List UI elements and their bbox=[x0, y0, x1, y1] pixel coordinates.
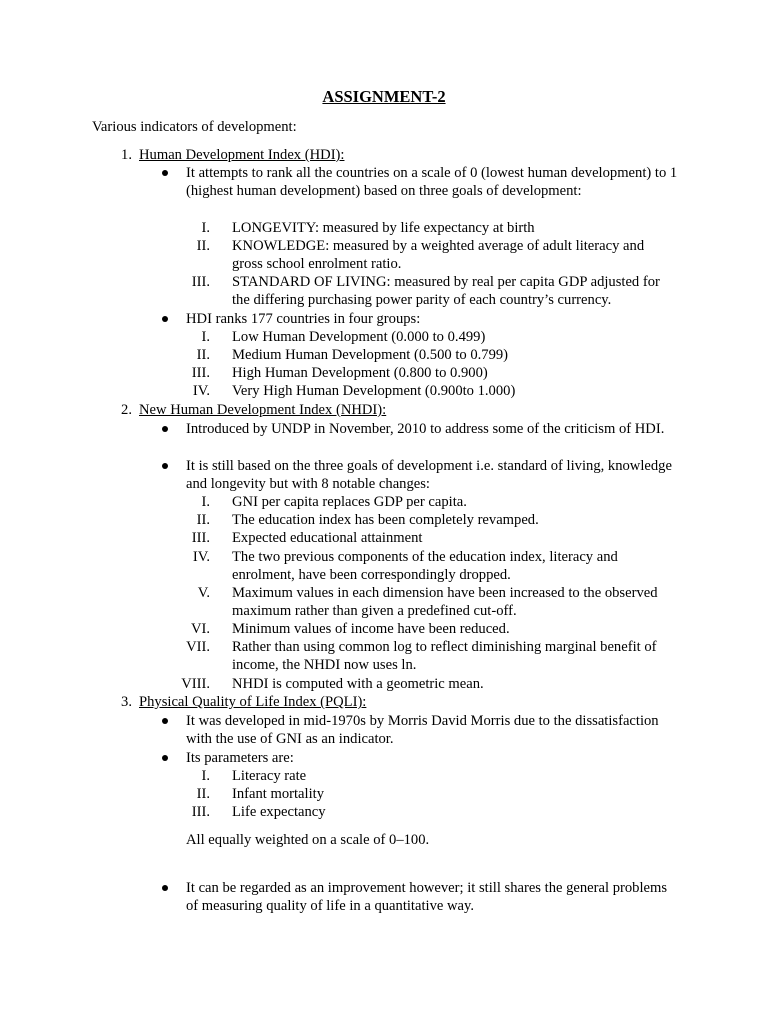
item-text: Life expectancy bbox=[232, 804, 326, 820]
item-text: High Human Development (0.800 to 0.900) bbox=[232, 365, 488, 381]
item-text: STANDARD OF LIVING: measured by real per capita GDP adjusted for the differing purchasing power parity of each country’s currency. bbox=[232, 274, 660, 309]
bullet-text: It attempts to rank all the countries on a scale of 0 (lowest human development) to 1 (highest human development) based on three goals of development: bbox=[186, 165, 678, 200]
item-number: II. bbox=[196, 238, 210, 254]
bullet-text: It is still based on the three goals of development i.e. standard of living, knowledge and longevity but with 8 notable changes: bbox=[186, 458, 672, 493]
bullet-text: It was developed in mid-1970s by Morris David Morris due to the dissatisfaction with the use of GNI as an indicator. bbox=[186, 713, 659, 748]
item-number: II. bbox=[196, 786, 210, 802]
item-number: III. bbox=[191, 274, 210, 290]
item-text: Maximum values in each dimension have been increased to the observed maximum rather than given a predefined cut-off. bbox=[232, 585, 658, 620]
bullet-icon bbox=[162, 463, 168, 469]
section-heading: New Human Development Index (NHDI): bbox=[139, 402, 387, 418]
bullet-icon bbox=[162, 755, 168, 761]
bullet-icon bbox=[162, 885, 168, 891]
item-text: Rather than using common log to reflect diminishing marginal benefit of income, the NHDI now uses ln. bbox=[232, 639, 657, 674]
section-number: 2. bbox=[121, 402, 132, 418]
item-number: I. bbox=[201, 768, 210, 784]
item-text: Very High Human Development (0.900to 1.000) bbox=[232, 383, 516, 399]
item-number: II. bbox=[196, 347, 210, 363]
bullet-icon bbox=[162, 426, 168, 432]
intro-text: Various indicators of development: bbox=[92, 119, 297, 135]
item-number: VIII. bbox=[181, 676, 210, 692]
item-text: The education index has been completely revamped. bbox=[232, 512, 539, 528]
item-number: III. bbox=[191, 365, 210, 381]
item-number: I. bbox=[201, 220, 210, 236]
note-text: All equally weighted on a scale of 0–100. bbox=[186, 832, 430, 848]
item-text: The two previous components of the education index, literacy and enrolment, have been correspondingly dropped. bbox=[232, 549, 618, 584]
item-number: III. bbox=[191, 804, 210, 820]
item-number: III. bbox=[191, 530, 210, 546]
item-number: V. bbox=[197, 585, 210, 601]
section-heading: Physical Quality of Life Index (PQLI): bbox=[139, 694, 367, 710]
item-text: Infant mortality bbox=[232, 786, 324, 802]
bullet-text: Introduced by UNDP in November, 2010 to address some of the criticism of HDI. bbox=[186, 421, 665, 437]
bullet-icon bbox=[162, 718, 168, 724]
item-number: II. bbox=[196, 512, 210, 528]
section-number: 3. bbox=[121, 694, 132, 710]
bullet-icon bbox=[162, 316, 168, 322]
item-text: Literacy rate bbox=[232, 768, 307, 784]
bullet-icon bbox=[162, 170, 168, 176]
item-text: LONGEVITY: measured by life expectancy at birth bbox=[232, 220, 535, 236]
item-number: I. bbox=[201, 329, 210, 345]
bullet-text: It can be regarded as an improvement however; it still shares the general problems of measuring quality of life in a quantitative way. bbox=[186, 880, 668, 915]
item-number: I. bbox=[201, 494, 210, 510]
bullet-text: HDI ranks 177 countries in four groups: bbox=[186, 311, 421, 327]
section-number: 1. bbox=[121, 147, 132, 163]
item-number: IV. bbox=[192, 383, 210, 399]
item-text: NHDI is computed with a geometric mean. bbox=[232, 676, 484, 692]
section-heading: Human Development Index (HDI): bbox=[139, 147, 345, 163]
item-text: Low Human Development (0.000 to 0.499) bbox=[232, 329, 486, 345]
item-number: IV. bbox=[192, 549, 210, 565]
item-text: GNI per capita replaces GDP per capita. bbox=[232, 494, 467, 510]
item-text: KNOWLEDGE: measured by a weighted average of adult literacy and gross school enrolment ratio. bbox=[232, 238, 645, 273]
item-number: VII. bbox=[186, 639, 210, 655]
document-title: ASSIGNMENT-2 bbox=[322, 87, 446, 106]
item-text: Expected educational attainment bbox=[232, 530, 423, 546]
item-text: Medium Human Development (0.500 to 0.799) bbox=[232, 347, 509, 363]
item-number: VI. bbox=[190, 621, 210, 637]
bullet-text: Its parameters are: bbox=[186, 750, 294, 766]
item-text: Minimum values of income have been reduced. bbox=[232, 621, 510, 637]
